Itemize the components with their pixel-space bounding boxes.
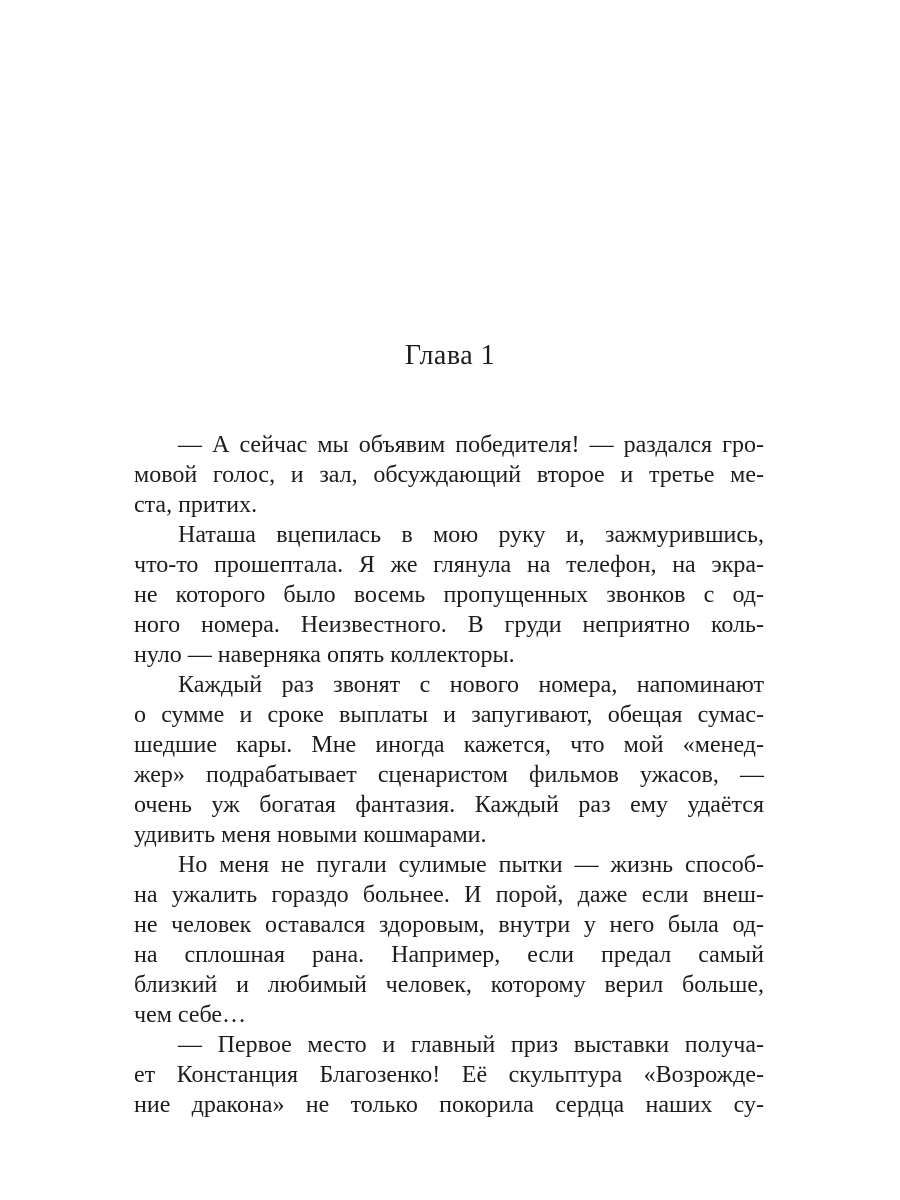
text-line: о сумме и сроке выплаты и запугивают, обещая сумас- xyxy=(134,702,764,728)
text-line: на ужалить гораздо больнее. И порой, даже если внеш- xyxy=(134,882,764,908)
chapter-title: Глава 1 xyxy=(404,340,496,371)
text-line: чем себе… xyxy=(134,1002,247,1028)
text-line: что-то прошептала. Я же глянула на телефон, на экра- xyxy=(134,552,764,578)
text-line: Наташа вцепилась в мою руку и, зажмурившись, xyxy=(178,522,764,548)
text-line: жер» подрабатывает сценаристом фильмов ужасов, — xyxy=(134,762,764,788)
text-line: Каждый раз звонят с нового номера, напоминают xyxy=(178,672,764,698)
text-line: — А сейчас мы объявим победителя! — раздался гро- xyxy=(178,432,764,458)
text-line: нуло — наверняка опять коллекторы. xyxy=(134,642,515,668)
text-line: не которого было восемь пропущенных звонков с од- xyxy=(134,582,764,608)
text-line: ного номера. Неизвестного. В груди неприятно коль- xyxy=(134,612,764,638)
text-line: на сплошная рана. Например, если предал самый xyxy=(134,942,764,968)
text-line: близкий и любимый человек, которому верил больше, xyxy=(134,972,764,998)
text-line: — Первое место и главный приз выставки получа- xyxy=(178,1032,764,1058)
text-line: не человек оставался здоровым, внутри у него была од- xyxy=(134,912,764,938)
text-line: ет Констанция Благозенко! Её скульптура «Возрожде- xyxy=(134,1062,764,1088)
text-line: ста, притих. xyxy=(134,492,258,518)
text-line: шедшие кары. Мне иногда кажется, что мой «менед- xyxy=(134,732,764,758)
body-text-block xyxy=(134,430,764,1120)
text-line: ние дракона» не только покорила сердца наших су- xyxy=(134,1092,764,1118)
text-line: удивить меня новыми кошмарами. xyxy=(134,822,487,848)
text-line: очень уж богатая фантазия. Каждый раз ему удаётся xyxy=(134,792,764,818)
text-line: Но меня не пугали сулимые пытки — жизнь способ- xyxy=(178,852,764,878)
text-line: мовой голос, и зал, обсуждающий второе и третье ме- xyxy=(134,462,764,488)
